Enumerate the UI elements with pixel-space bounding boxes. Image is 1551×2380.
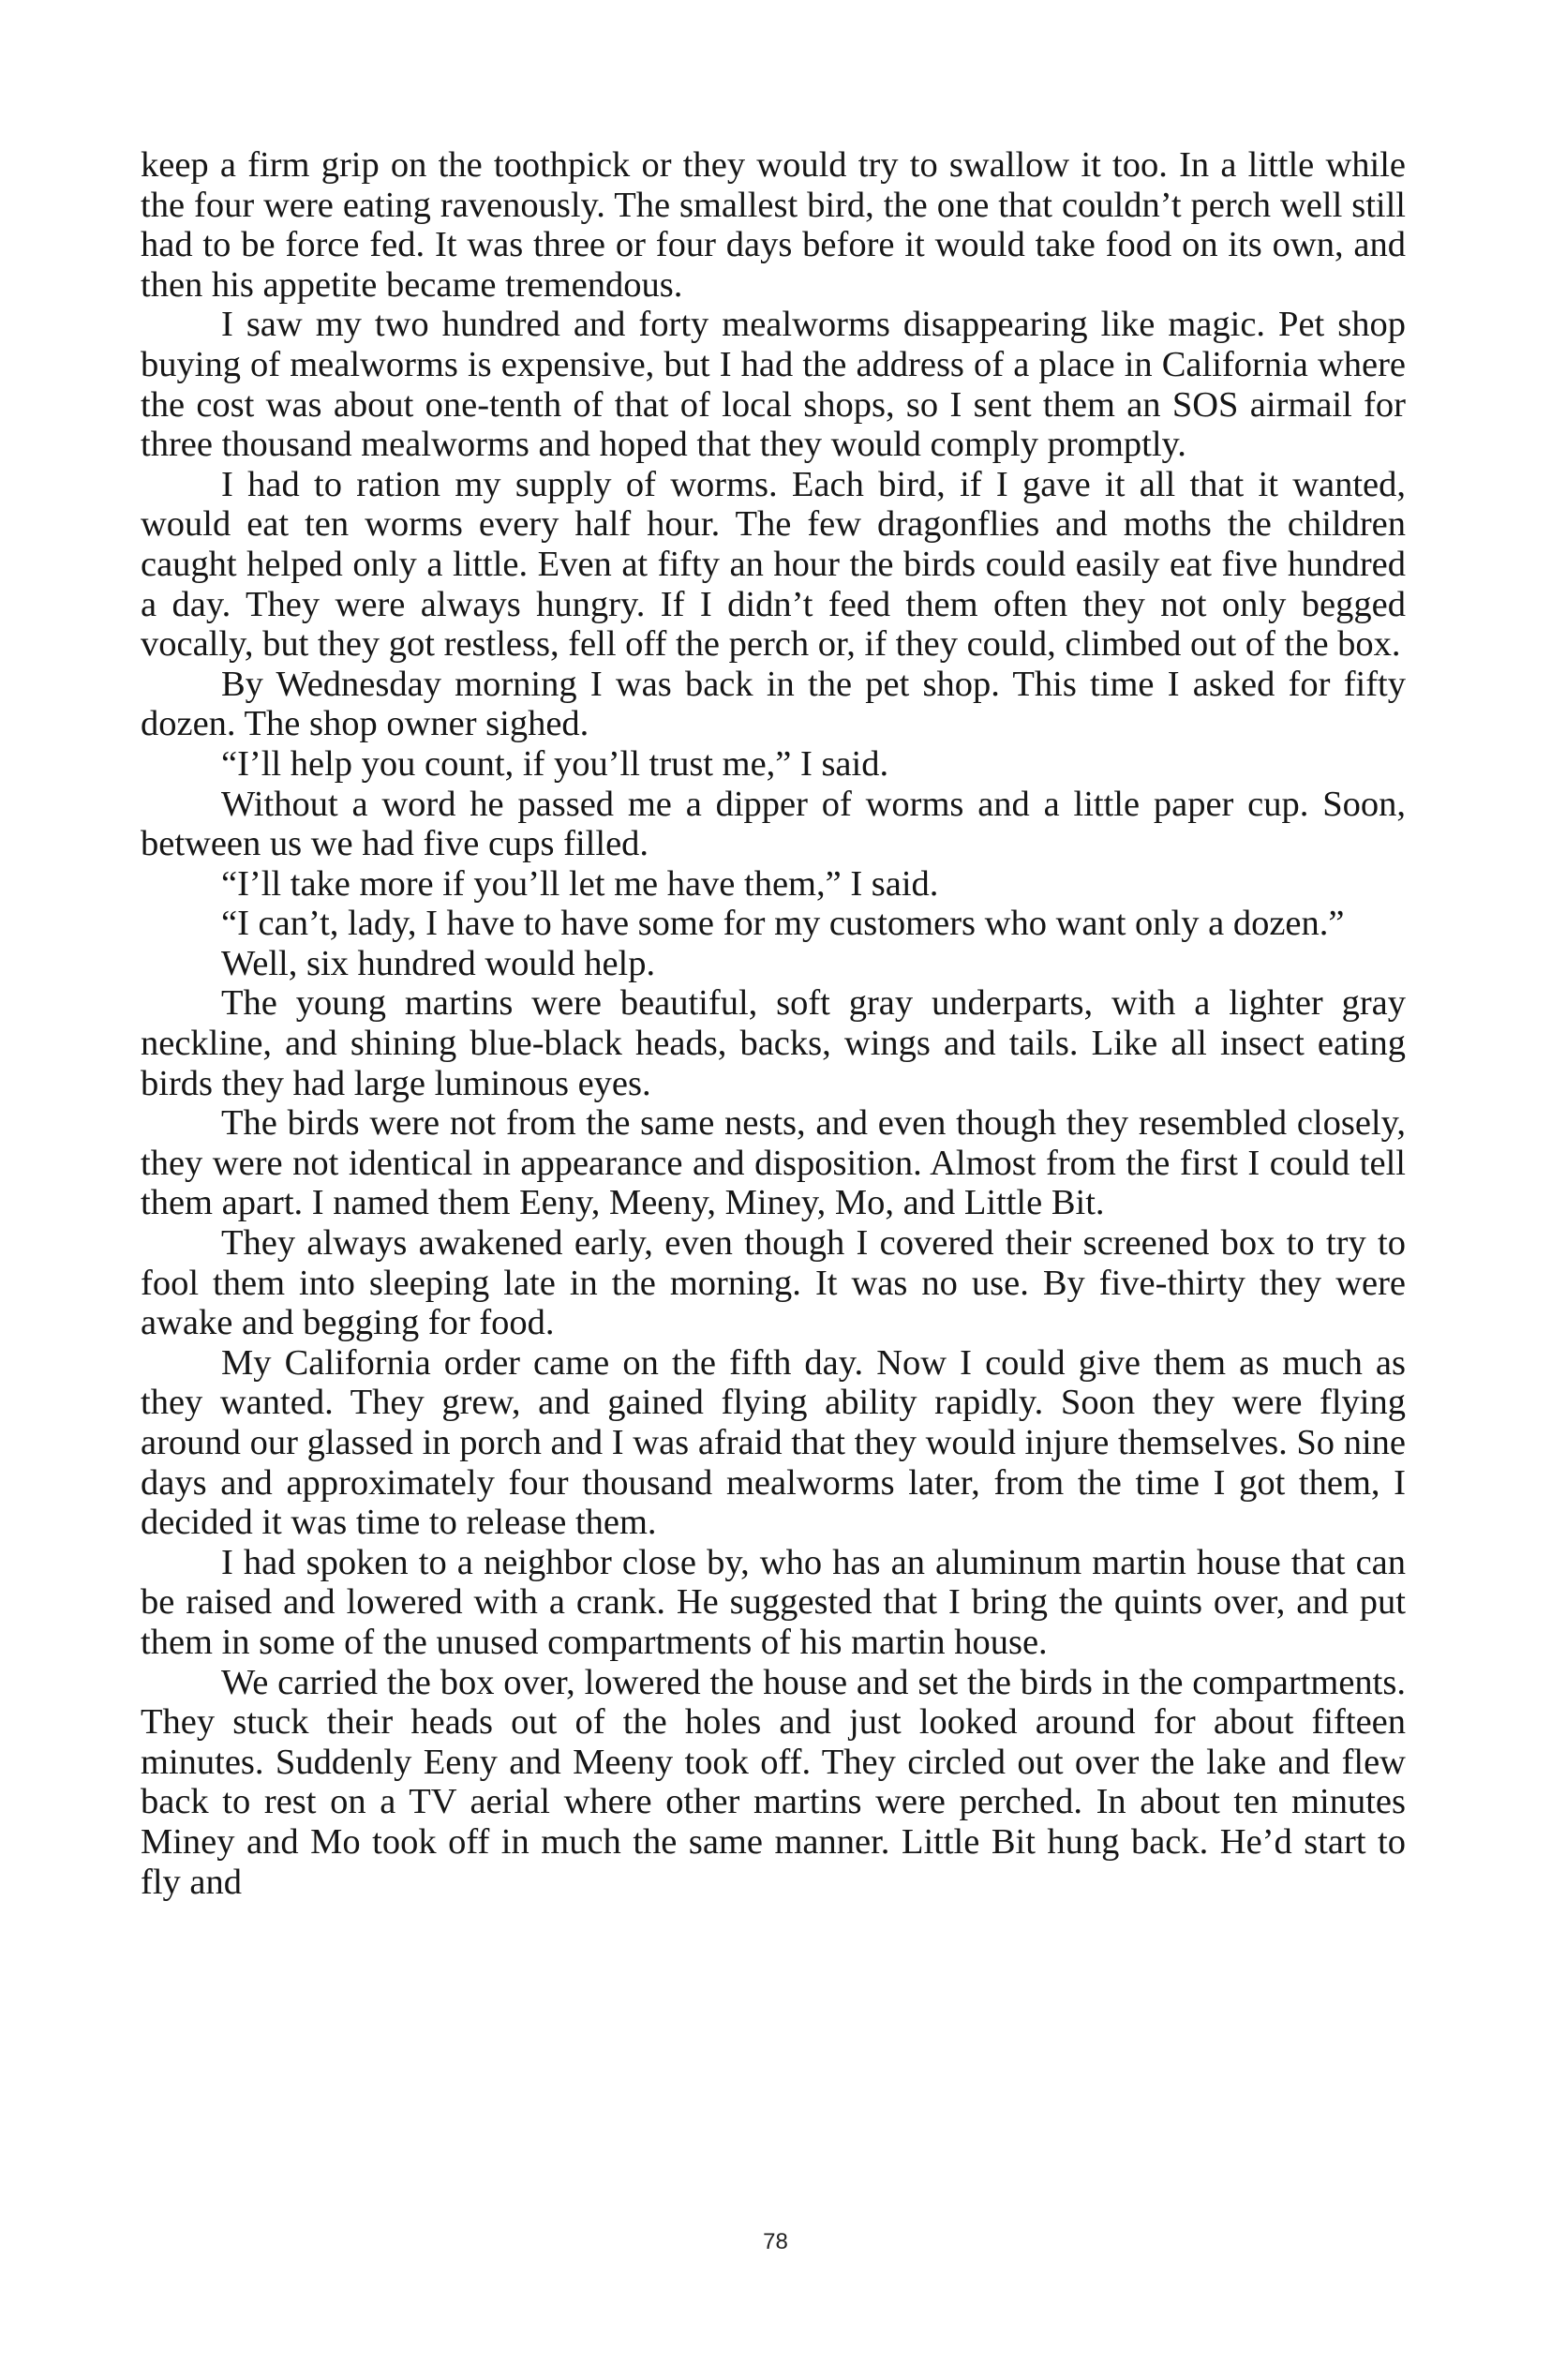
page-number: 78 xyxy=(763,2229,788,2254)
paragraph: “I’ll help you count, if you’ll trust me,” I said. xyxy=(221,743,889,784)
paragraph: My California order came on the fifth day. Now I could give them as much as they wanted. They grew, and gained flying ability rapidly. Soon they were flying around our glassed in porch and I was afraid that they would injure themselves. So nine days and approximately four thousand mealworms later, from the time I got them, I decided it was time to release them. xyxy=(141,1342,1406,1543)
paragraph: I had to ration my supply of worms. Each bird, if I gave it all that it wanted, would eat ten worms every half hour. The few dragonflies and moths the children caught helped only a little. Even at fifty an hour the birds could easily eat five hundred a day. They were always hungry. If I didn’t feed them often they not only begged vocally, but they got restless, fell off the perch or, if they could, climbed out of the box. xyxy=(141,464,1406,665)
paragraph: We carried the box over, lowered the house and set the birds in the compartments. They stuck their heads out of the holes and just looked around for about fifteen minutes. Suddenly Eeny and Meeny took off. They circled out over the lake and flew back to rest on a TV aerial where other martins were perched. In about ten minutes Miney and Mo took off in much the same manner. Little Bit hung back. He’d start to fly and xyxy=(141,1662,1406,1902)
body-text xyxy=(141,145,1406,1902)
paragraph: The young martins were beautiful, soft gray underparts, with a lighter gray neckline, and shining blue-black heads, backs, wings and tails. Like all insect eating birds they had large luminous eyes. xyxy=(141,983,1406,1103)
paragraph: They always awakened early, even though I covered their screened box to try to fool them into sleeping late in the morning. It was no use. By five-thirty they were awake and begging for food. xyxy=(141,1223,1406,1343)
paragraph: Well, six hundred would help. xyxy=(221,943,656,983)
paragraph: Without a word he passed me a dipper of worms and a little paper cup. Soon, between us we had five cups filled. xyxy=(141,784,1406,864)
paragraph: I had spoken to a neighbor close by, who has an aluminum martin house that can be raised and lowered with a crank. He suggested that I bring the quints over, and put them in some of the unused compartments of his martin house. xyxy=(141,1542,1406,1662)
paragraph: “I’ll take more if you’ll let me have them,” I said. xyxy=(221,863,939,904)
paragraph: I saw my two hundred and forty mealworms disappearing like magic. Pet shop buying of mealworms is expensive, but I had the address of a place in California where the cost was about one-tenth of that of local shops, so I sent them an SOS airmail for three thousand mealworms and hoped that they would comply promptly. xyxy=(141,305,1406,465)
paragraph: keep a firm grip on the toothpick or they would try to swallow it too. In a little while the four were eating ravenously. The smallest bird, the one that couldn’t perch well still had to be force fed. It was three or four days before it would take food on its own, and then his appetite became tremendous. xyxy=(141,145,1406,305)
paragraph: The birds were not from the same nests, and even though they resembled closely, they were not identical in appearance and disposition. Almost from the first I could tell them apart. I named them Eeny, Meeny, Miney, Mo, and Little Bit. xyxy=(141,1103,1406,1223)
paragraph: By Wednesday morning I was back in the pet shop. This time I asked for fifty dozen. The shop owner sighed. xyxy=(141,664,1406,744)
paragraph: “I can’t, lady, I have to have some for my customers who want only a dozen.” xyxy=(221,904,1345,944)
